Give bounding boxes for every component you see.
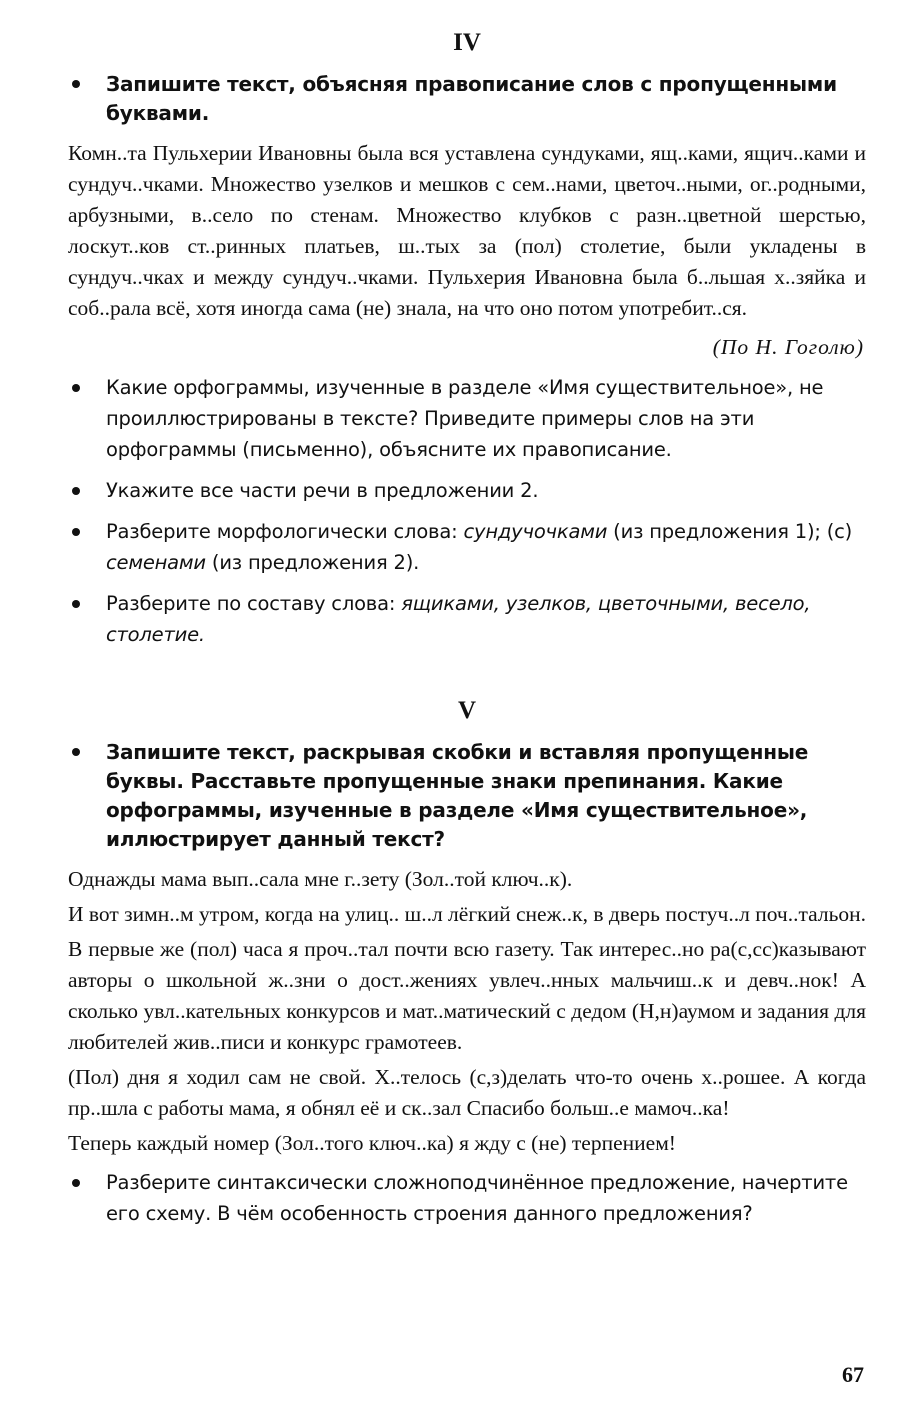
section-v-paragraph-2: И вот зимн..м утром, когда на улиц.. ш..л лёгкий снеж..к, в дверь постуч..л поч..тальон. <box>68 902 867 926</box>
textbook-page <box>68 28 866 1239</box>
section-v-title: V <box>457 697 477 724</box>
word-sunduchochkami: сундучочками <box>463 520 608 543</box>
section-v-paragraph-3: В первые же (пол) часа я проч..тал почти всю газету. Так интерес..но ра(с,сс)казывают авторы о школьной ж..зни о дост..жениях увлеч..нных мальчиш..к и девч..нок! А сколько увл..кательных конкурсов и мат..матический с дедом (Н,н)аумом и задания для любителей жив..писи и конкурс грамотеев. <box>68 937 866 1054</box>
question-morphology <box>68 516 866 578</box>
word-structure-words: ящиками, узелков, цветочными, весело, столетие. <box>106 592 811 646</box>
section-gap <box>68 660 866 696</box>
question-orthograms: Какие орфограммы, изученные в разделе «Имя существительное», не проиллюстрированы в тексте? Приведите примеры слов на эти орфограммы (письменно), объясните их правописание. <box>68 372 866 465</box>
section-v-paragraph-5: Теперь каждый номер (Зол..того ключ..ка) я жду с (не) терпением! <box>68 1131 676 1155</box>
section-iv-title: IV <box>453 29 481 56</box>
section-iv-text <box>68 138 866 324</box>
section-v-paragraph-4: (Пол) дня я ходил сам не свой. Х..телось (с,з)делать что-то очень х..рошее. А когда пр..шла с работы мама, я обнял её и ск..зал Спасибо больш..е мамоч..ка! <box>68 1065 866 1120</box>
question-morphology-text-c: (из предложения 2). <box>205 551 420 574</box>
page-number: 67 <box>842 1362 864 1387</box>
word-semenami: семенами <box>106 551 206 574</box>
section-v-paragraph-1: Однажды мама вып..сала мне г..зету (Зол..той ключ..к). <box>68 867 573 891</box>
question-word-structure <box>68 588 866 650</box>
attribution: (По Н. Гоголю) <box>712 335 864 359</box>
question-morphology-text-b: (из предложения 1); (с) <box>607 520 853 543</box>
question-word-structure-text: Разберите по составу слова: <box>106 592 402 615</box>
question-syntax: Разберите синтаксически сложноподчинённое предложение, начертите его схему. В чём особенность строения данного предложения? <box>68 1167 866 1229</box>
section-iv-task: Запишите текст, объясняя правописание слов с пропущенными буквами. <box>68 70 866 128</box>
section-iv-paragraph: Комн..та Пульхерии Ивановны была вся уставлена сундуками, ящ..ками, ящич..ками и сундуч..чками. Множество узелков и мешков с сем..нами, цветоч..ными, ог..родными, арбузными, в..село по стенам. Множество клубков с разн..цветной шерстью, лоскут..ков ст..ринных платьев, ш..тых за (пол) столетие, были укладены в сундуч..чках и между сундуч..чками. Пульхерия Ивановна была б..льшая х..зяйка и соб..рала всё, хотя иногда сама (не) знала, на что оно потом употребит..ся. <box>68 141 866 320</box>
section-v-task: Запишите текст, раскрывая скобки и вставляя пропущенные буквы. Расставьте пропущенные знаки препинания. Какие орфограммы, изученные в разделе «Имя существительное», иллюстрирует данный текст? <box>68 738 866 854</box>
section-v-text <box>68 864 866 1159</box>
question-morphology-text-a: Разберите морфологически слова: <box>106 520 464 543</box>
question-parts-of-speech: Укажите все части речи в предложении 2. <box>68 475 866 506</box>
